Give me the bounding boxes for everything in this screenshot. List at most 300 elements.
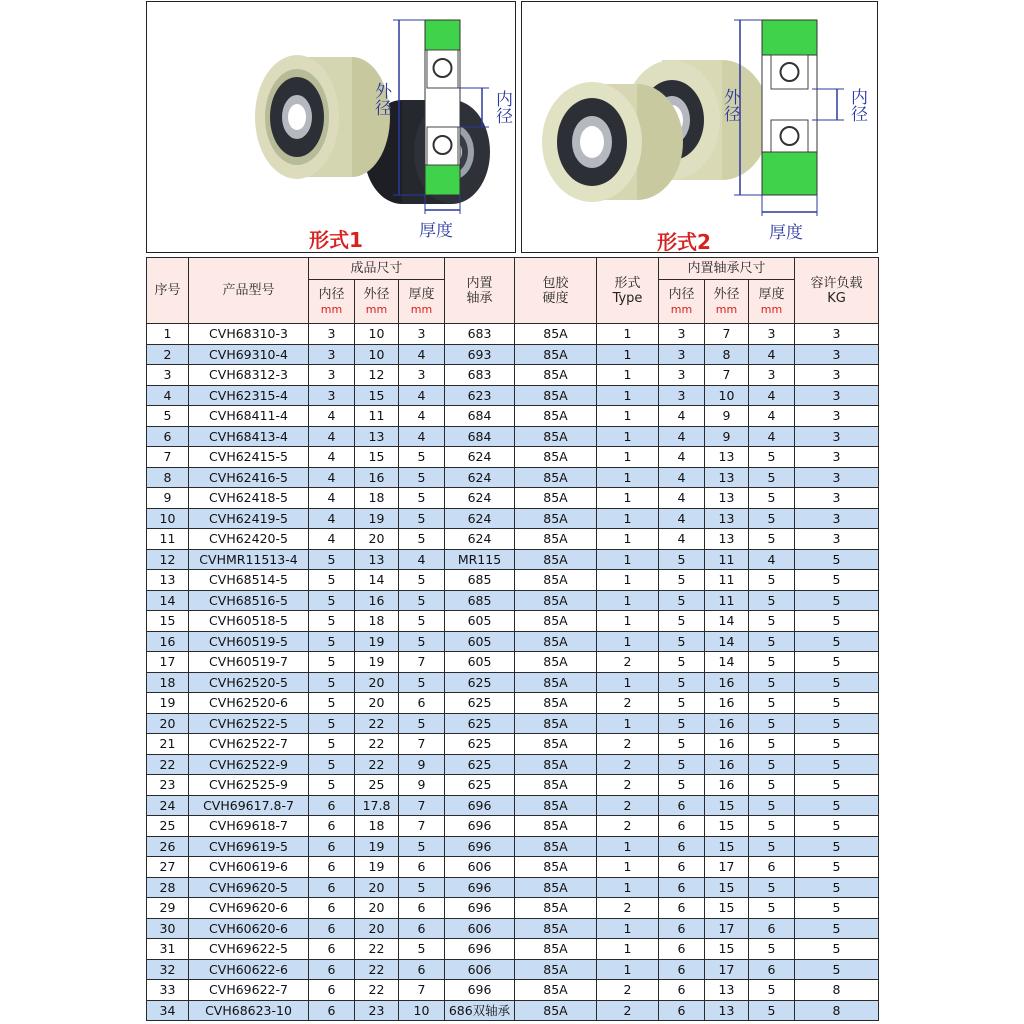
cell-bearing-outer-diameter: 13 bbox=[705, 980, 749, 1001]
header-thickness: 厚度 mm bbox=[399, 280, 445, 324]
cell-bearing: 684 bbox=[445, 426, 515, 447]
cell-seq: 8 bbox=[147, 467, 189, 488]
cell-bearing-inner-diameter: 6 bbox=[659, 918, 705, 939]
cell-bearing-inner-diameter: 5 bbox=[659, 775, 705, 796]
cell-model: CVH60519-7 bbox=[189, 652, 309, 673]
cell-inner-diameter: 5 bbox=[309, 570, 355, 591]
table-row bbox=[147, 549, 879, 570]
cell-type: 1 bbox=[597, 508, 659, 529]
cell-inner-diameter: 3 bbox=[309, 365, 355, 386]
header-outer-diameter: 外径 mm bbox=[355, 280, 399, 324]
cell-load: 5 bbox=[795, 898, 879, 919]
table-row bbox=[147, 570, 879, 591]
table-row bbox=[147, 775, 879, 796]
cell-thickness: 6 bbox=[399, 959, 445, 980]
cell-thickness: 7 bbox=[399, 795, 445, 816]
form2-figure-panel bbox=[521, 1, 878, 253]
table-row bbox=[147, 939, 879, 960]
cell-model: CVH62520-6 bbox=[189, 693, 309, 714]
cell-inner-diameter: 5 bbox=[309, 713, 355, 734]
cell-bearing-inner-diameter: 6 bbox=[659, 959, 705, 980]
cell-hardness: 85A bbox=[515, 631, 597, 652]
cell-seq: 30 bbox=[147, 918, 189, 939]
cell-bearing-outer-diameter: 8 bbox=[705, 344, 749, 365]
cell-hardness: 85A bbox=[515, 590, 597, 611]
cell-seq: 2 bbox=[147, 344, 189, 365]
cell-model: CVH69620-5 bbox=[189, 877, 309, 898]
cell-inner-diameter: 6 bbox=[309, 939, 355, 960]
header-bearing-thickness: 厚度 mm bbox=[749, 280, 795, 324]
cell-hardness: 85A bbox=[515, 467, 597, 488]
cell-thickness: 5 bbox=[399, 877, 445, 898]
cell-inner-diameter: 6 bbox=[309, 795, 355, 816]
table-row bbox=[147, 529, 879, 550]
cell-bearing: 686双轴承 bbox=[445, 1000, 515, 1021]
table-row bbox=[147, 508, 879, 529]
cell-thickness: 5 bbox=[399, 672, 445, 693]
cell-bearing-thickness: 5 bbox=[749, 590, 795, 611]
form1-figure-panel bbox=[146, 1, 516, 253]
cell-bearing-thickness: 5 bbox=[749, 816, 795, 837]
cell-load: 5 bbox=[795, 713, 879, 734]
cell-seq: 15 bbox=[147, 611, 189, 632]
cell-bearing-inner-diameter: 6 bbox=[659, 980, 705, 1001]
cell-inner-diameter: 5 bbox=[309, 734, 355, 755]
cell-hardness: 85A bbox=[515, 385, 597, 406]
table-row bbox=[147, 816, 879, 837]
cell-inner-diameter: 5 bbox=[309, 549, 355, 570]
cell-bearing: 684 bbox=[445, 406, 515, 427]
cell-bearing-outer-diameter: 15 bbox=[705, 877, 749, 898]
cell-hardness: 85A bbox=[515, 324, 597, 345]
cell-bearing-inner-diameter: 3 bbox=[659, 365, 705, 386]
header-bearing-size: 内置轴承尺寸 bbox=[659, 258, 795, 280]
cell-inner-diameter: 4 bbox=[309, 488, 355, 509]
cell-bearing-outer-diameter: 13 bbox=[705, 488, 749, 509]
cell-thickness: 7 bbox=[399, 816, 445, 837]
cell-bearing-inner-diameter: 4 bbox=[659, 447, 705, 468]
cell-inner-diameter: 5 bbox=[309, 590, 355, 611]
cell-type: 1 bbox=[597, 570, 659, 591]
cell-thickness: 5 bbox=[399, 939, 445, 960]
table-row bbox=[147, 590, 879, 611]
cell-bearing: 696 bbox=[445, 939, 515, 960]
cell-seq: 20 bbox=[147, 713, 189, 734]
cell-type: 1 bbox=[597, 713, 659, 734]
cell-bearing-outer-diameter: 11 bbox=[705, 590, 749, 611]
cell-seq: 5 bbox=[147, 406, 189, 427]
cell-bearing-inner-diameter: 6 bbox=[659, 836, 705, 857]
cell-thickness: 9 bbox=[399, 775, 445, 796]
cell-inner-diameter: 6 bbox=[309, 816, 355, 837]
cell-bearing-outer-diameter: 13 bbox=[705, 467, 749, 488]
cell-seq: 26 bbox=[147, 836, 189, 857]
cell-load: 5 bbox=[795, 693, 879, 714]
cell-bearing: 696 bbox=[445, 898, 515, 919]
cell-thickness: 3 bbox=[399, 365, 445, 386]
cell-inner-diameter: 5 bbox=[309, 652, 355, 673]
cell-model: CVH62315-4 bbox=[189, 385, 309, 406]
cell-outer-diameter: 14 bbox=[355, 570, 399, 591]
cell-outer-diameter: 19 bbox=[355, 836, 399, 857]
cell-inner-diameter: 4 bbox=[309, 508, 355, 529]
cell-inner-diameter: 4 bbox=[309, 447, 355, 468]
cell-type: 1 bbox=[597, 529, 659, 550]
cell-outer-diameter: 20 bbox=[355, 918, 399, 939]
cell-seq: 14 bbox=[147, 590, 189, 611]
cell-type: 1 bbox=[597, 426, 659, 447]
cell-bearing-thickness: 5 bbox=[749, 898, 795, 919]
cell-bearing: 625 bbox=[445, 693, 515, 714]
cell-bearing-thickness: 5 bbox=[749, 1000, 795, 1021]
cell-load: 5 bbox=[795, 939, 879, 960]
cell-bearing-outer-diameter: 13 bbox=[705, 508, 749, 529]
cell-bearing: 625 bbox=[445, 775, 515, 796]
cell-bearing: 624 bbox=[445, 488, 515, 509]
cell-hardness: 85A bbox=[515, 611, 597, 632]
cell-bearing: 605 bbox=[445, 611, 515, 632]
cell-bearing: 625 bbox=[445, 672, 515, 693]
cell-model: CVH62416-5 bbox=[189, 467, 309, 488]
cell-bearing-inner-diameter: 6 bbox=[659, 816, 705, 837]
header-seq: 序号 bbox=[147, 258, 189, 324]
cell-seq: 11 bbox=[147, 529, 189, 550]
cell-bearing-thickness: 5 bbox=[749, 447, 795, 468]
cell-thickness: 4 bbox=[399, 385, 445, 406]
cell-inner-diameter: 6 bbox=[309, 959, 355, 980]
cell-type: 1 bbox=[597, 365, 659, 386]
cell-outer-diameter: 15 bbox=[355, 447, 399, 468]
cell-hardness: 85A bbox=[515, 549, 597, 570]
cell-hardness: 85A bbox=[515, 652, 597, 673]
cell-seq: 22 bbox=[147, 754, 189, 775]
table-row bbox=[147, 631, 879, 652]
cell-hardness: 85A bbox=[515, 1000, 597, 1021]
cell-seq: 18 bbox=[147, 672, 189, 693]
cell-thickness: 10 bbox=[399, 1000, 445, 1021]
cell-bearing-thickness: 3 bbox=[749, 324, 795, 345]
spec-table-body bbox=[147, 324, 879, 1021]
cell-seq: 16 bbox=[147, 631, 189, 652]
cell-load: 5 bbox=[795, 816, 879, 837]
cell-model: CVH69622-7 bbox=[189, 980, 309, 1001]
cell-thickness: 4 bbox=[399, 549, 445, 570]
cell-outer-diameter: 20 bbox=[355, 898, 399, 919]
cell-load: 3 bbox=[795, 344, 879, 365]
cell-inner-diameter: 3 bbox=[309, 385, 355, 406]
cell-bearing-inner-diameter: 5 bbox=[659, 570, 705, 591]
form2-thickness-label: 厚度 bbox=[769, 223, 803, 243]
cell-bearing-inner-diameter: 4 bbox=[659, 467, 705, 488]
cell-model: CVH62522-5 bbox=[189, 713, 309, 734]
cell-seq: 32 bbox=[147, 959, 189, 980]
cell-inner-diameter: 4 bbox=[309, 529, 355, 550]
cell-bearing-outer-diameter: 7 bbox=[705, 365, 749, 386]
cell-outer-diameter: 22 bbox=[355, 959, 399, 980]
cell-seq: 28 bbox=[147, 877, 189, 898]
cell-bearing-outer-diameter: 16 bbox=[705, 693, 749, 714]
cell-bearing-outer-diameter: 17 bbox=[705, 959, 749, 980]
cell-model: CVH69310-4 bbox=[189, 344, 309, 365]
cell-load: 3 bbox=[795, 508, 879, 529]
cell-load: 5 bbox=[795, 734, 879, 755]
table-row bbox=[147, 467, 879, 488]
cell-thickness: 9 bbox=[399, 754, 445, 775]
cell-bearing-thickness: 5 bbox=[749, 980, 795, 1001]
header-bearing-outer-diameter: 外径 mm bbox=[705, 280, 749, 324]
cell-bearing: 605 bbox=[445, 652, 515, 673]
cell-load: 8 bbox=[795, 980, 879, 1001]
cell-inner-diameter: 4 bbox=[309, 406, 355, 427]
cell-model: CVH62525-9 bbox=[189, 775, 309, 796]
cell-model: CVH68310-3 bbox=[189, 324, 309, 345]
cell-type: 1 bbox=[597, 672, 659, 693]
table-row bbox=[147, 898, 879, 919]
form1-title: 形式1 bbox=[309, 228, 363, 252]
cell-type: 1 bbox=[597, 939, 659, 960]
cell-bearing-outer-diameter: 15 bbox=[705, 795, 749, 816]
cell-thickness: 5 bbox=[399, 508, 445, 529]
cell-bearing-thickness: 5 bbox=[749, 775, 795, 796]
cell-model: CVH68312-3 bbox=[189, 365, 309, 386]
cell-type: 2 bbox=[597, 980, 659, 1001]
table-row bbox=[147, 652, 879, 673]
cell-model: CVH62420-5 bbox=[189, 529, 309, 550]
cell-bearing-thickness: 5 bbox=[749, 611, 795, 632]
cell-thickness: 4 bbox=[399, 426, 445, 447]
cell-load: 3 bbox=[795, 467, 879, 488]
cell-bearing-outer-diameter: 17 bbox=[705, 857, 749, 878]
cell-type: 2 bbox=[597, 652, 659, 673]
cell-type: 2 bbox=[597, 795, 659, 816]
cell-load: 5 bbox=[795, 918, 879, 939]
form1-illustration bbox=[147, 2, 516, 253]
cell-outer-diameter: 11 bbox=[355, 406, 399, 427]
cell-bearing: 696 bbox=[445, 877, 515, 898]
cell-bearing: 624 bbox=[445, 467, 515, 488]
cell-model: CVH62419-5 bbox=[189, 508, 309, 529]
cell-type: 1 bbox=[597, 549, 659, 570]
cell-bearing: 606 bbox=[445, 959, 515, 980]
cell-model: CVHMR11513-4 bbox=[189, 549, 309, 570]
cell-bearing-inner-diameter: 5 bbox=[659, 754, 705, 775]
cell-bearing: 606 bbox=[445, 918, 515, 939]
cell-inner-diameter: 6 bbox=[309, 877, 355, 898]
cell-seq: 24 bbox=[147, 795, 189, 816]
cell-outer-diameter: 13 bbox=[355, 426, 399, 447]
cell-hardness: 85A bbox=[515, 795, 597, 816]
table-row bbox=[147, 918, 879, 939]
cell-outer-diameter: 22 bbox=[355, 939, 399, 960]
cell-thickness: 5 bbox=[399, 447, 445, 468]
cell-thickness: 4 bbox=[399, 344, 445, 365]
cell-load: 5 bbox=[795, 570, 879, 591]
cell-bearing-outer-diameter: 7 bbox=[705, 324, 749, 345]
cell-bearing-thickness: 5 bbox=[749, 467, 795, 488]
cell-model: CVH62418-5 bbox=[189, 488, 309, 509]
cell-load: 5 bbox=[795, 672, 879, 693]
cell-bearing-outer-diameter: 17 bbox=[705, 918, 749, 939]
cell-bearing: 683 bbox=[445, 365, 515, 386]
cell-inner-diameter: 5 bbox=[309, 631, 355, 652]
cell-bearing-thickness: 6 bbox=[749, 918, 795, 939]
cell-thickness: 5 bbox=[399, 611, 445, 632]
cell-bearing-inner-diameter: 3 bbox=[659, 344, 705, 365]
cell-model: CVH69617.8-7 bbox=[189, 795, 309, 816]
cell-bearing-thickness: 6 bbox=[749, 857, 795, 878]
cell-model: CVH62522-7 bbox=[189, 734, 309, 755]
cell-load: 3 bbox=[795, 426, 879, 447]
cell-seq: 23 bbox=[147, 775, 189, 796]
cell-bearing-thickness: 6 bbox=[749, 959, 795, 980]
cell-model: CVH60519-5 bbox=[189, 631, 309, 652]
cell-bearing: 625 bbox=[445, 713, 515, 734]
cell-thickness: 6 bbox=[399, 857, 445, 878]
cell-thickness: 6 bbox=[399, 898, 445, 919]
cell-load: 3 bbox=[795, 529, 879, 550]
cell-thickness: 7 bbox=[399, 652, 445, 673]
cell-model: CVH69618-7 bbox=[189, 816, 309, 837]
cell-hardness: 85A bbox=[515, 570, 597, 591]
cell-hardness: 85A bbox=[515, 406, 597, 427]
cell-load: 5 bbox=[795, 795, 879, 816]
cell-bearing-outer-diameter: 16 bbox=[705, 672, 749, 693]
cell-outer-diameter: 20 bbox=[355, 529, 399, 550]
cell-bearing-inner-diameter: 6 bbox=[659, 1000, 705, 1021]
cell-hardness: 85A bbox=[515, 488, 597, 509]
table-row bbox=[147, 836, 879, 857]
cell-hardness: 85A bbox=[515, 447, 597, 468]
yellow-roller-front-photo bbox=[542, 82, 683, 202]
cell-inner-diameter: 6 bbox=[309, 980, 355, 1001]
cell-type: 1 bbox=[597, 406, 659, 427]
header-inner-diameter: 内径 mm bbox=[309, 280, 355, 324]
cell-outer-diameter: 23 bbox=[355, 1000, 399, 1021]
cell-bearing-outer-diameter: 16 bbox=[705, 775, 749, 796]
table-row bbox=[147, 877, 879, 898]
header-bearing-inner-diameter: 内径 mm bbox=[659, 280, 705, 324]
cell-seq: 9 bbox=[147, 488, 189, 509]
cell-model: CVH60518-5 bbox=[189, 611, 309, 632]
cell-hardness: 85A bbox=[515, 426, 597, 447]
cell-seq: 33 bbox=[147, 980, 189, 1001]
cell-model: CVH60622-6 bbox=[189, 959, 309, 980]
cell-outer-diameter: 25 bbox=[355, 775, 399, 796]
cell-outer-diameter: 19 bbox=[355, 508, 399, 529]
cell-outer-diameter: 15 bbox=[355, 385, 399, 406]
cell-bearing-outer-diameter: 14 bbox=[705, 611, 749, 632]
cell-thickness: 5 bbox=[399, 631, 445, 652]
cell-bearing-thickness: 4 bbox=[749, 385, 795, 406]
table-row bbox=[147, 959, 879, 980]
cell-model: CVH69619-5 bbox=[189, 836, 309, 857]
cell-type: 2 bbox=[597, 816, 659, 837]
cell-hardness: 85A bbox=[515, 344, 597, 365]
cell-model: CVH68411-4 bbox=[189, 406, 309, 427]
table-row bbox=[147, 344, 879, 365]
cell-bearing-outer-diameter: 16 bbox=[705, 713, 749, 734]
header-bearing: 内置 轴承 bbox=[445, 258, 515, 324]
cell-outer-diameter: 20 bbox=[355, 693, 399, 714]
cell-hardness: 85A bbox=[515, 672, 597, 693]
cell-bearing-inner-diameter: 3 bbox=[659, 324, 705, 345]
cell-seq: 4 bbox=[147, 385, 189, 406]
table-row bbox=[147, 672, 879, 693]
cell-inner-diameter: 6 bbox=[309, 898, 355, 919]
cell-bearing-inner-diameter: 6 bbox=[659, 857, 705, 878]
cell-bearing-inner-diameter: 4 bbox=[659, 508, 705, 529]
cell-bearing-thickness: 5 bbox=[749, 508, 795, 529]
cell-outer-diameter: 20 bbox=[355, 672, 399, 693]
cell-outer-diameter: 20 bbox=[355, 877, 399, 898]
cell-bearing-inner-diameter: 5 bbox=[659, 734, 705, 755]
cell-bearing-thickness: 4 bbox=[749, 426, 795, 447]
cell-type: 1 bbox=[597, 344, 659, 365]
cell-bearing-outer-diameter: 13 bbox=[705, 447, 749, 468]
cell-type: 2 bbox=[597, 754, 659, 775]
cell-hardness: 85A bbox=[515, 836, 597, 857]
cell-hardness: 85A bbox=[515, 713, 597, 734]
cell-type: 2 bbox=[597, 1000, 659, 1021]
cell-load: 5 bbox=[795, 775, 879, 796]
cell-load: 8 bbox=[795, 1000, 879, 1021]
cell-bearing-outer-diameter: 15 bbox=[705, 939, 749, 960]
cell-hardness: 85A bbox=[515, 816, 597, 837]
cell-outer-diameter: 10 bbox=[355, 324, 399, 345]
cell-bearing-inner-diameter: 6 bbox=[659, 898, 705, 919]
cell-inner-diameter: 6 bbox=[309, 857, 355, 878]
cell-seq: 6 bbox=[147, 426, 189, 447]
cell-thickness: 3 bbox=[399, 324, 445, 345]
table-row bbox=[147, 857, 879, 878]
cell-bearing-thickness: 5 bbox=[749, 836, 795, 857]
cell-seq: 19 bbox=[147, 693, 189, 714]
cell-bearing-thickness: 4 bbox=[749, 344, 795, 365]
form1-inner-diameter-label: 内径 bbox=[492, 90, 512, 124]
cell-thickness: 5 bbox=[399, 529, 445, 550]
cell-type: 2 bbox=[597, 693, 659, 714]
cell-outer-diameter: 16 bbox=[355, 590, 399, 611]
table-row bbox=[147, 693, 879, 714]
cell-type: 2 bbox=[597, 775, 659, 796]
cell-outer-diameter: 12 bbox=[355, 365, 399, 386]
cell-thickness: 5 bbox=[399, 713, 445, 734]
cell-thickness: 5 bbox=[399, 570, 445, 591]
cell-type: 2 bbox=[597, 734, 659, 755]
cell-model: CVH60619-6 bbox=[189, 857, 309, 878]
cell-inner-diameter: 6 bbox=[309, 1000, 355, 1021]
cell-model: CVH68623-10 bbox=[189, 1000, 309, 1021]
cell-bearing-inner-diameter: 4 bbox=[659, 426, 705, 447]
table-row bbox=[147, 447, 879, 468]
table-row bbox=[147, 488, 879, 509]
cell-bearing-outer-diameter: 9 bbox=[705, 426, 749, 447]
cell-bearing-outer-diameter: 16 bbox=[705, 754, 749, 775]
cell-inner-diameter: 5 bbox=[309, 754, 355, 775]
cell-seq: 29 bbox=[147, 898, 189, 919]
cell-type: 1 bbox=[597, 467, 659, 488]
cell-bearing-thickness: 5 bbox=[749, 939, 795, 960]
cell-load: 5 bbox=[795, 590, 879, 611]
cell-bearing-inner-diameter: 5 bbox=[659, 549, 705, 570]
cell-bearing-thickness: 3 bbox=[749, 365, 795, 386]
cell-load: 3 bbox=[795, 488, 879, 509]
cell-bearing-outer-diameter: 11 bbox=[705, 549, 749, 570]
cell-bearing-thickness: 5 bbox=[749, 570, 795, 591]
cell-bearing: 696 bbox=[445, 836, 515, 857]
cell-seq: 34 bbox=[147, 1000, 189, 1021]
cell-bearing: 623 bbox=[445, 385, 515, 406]
